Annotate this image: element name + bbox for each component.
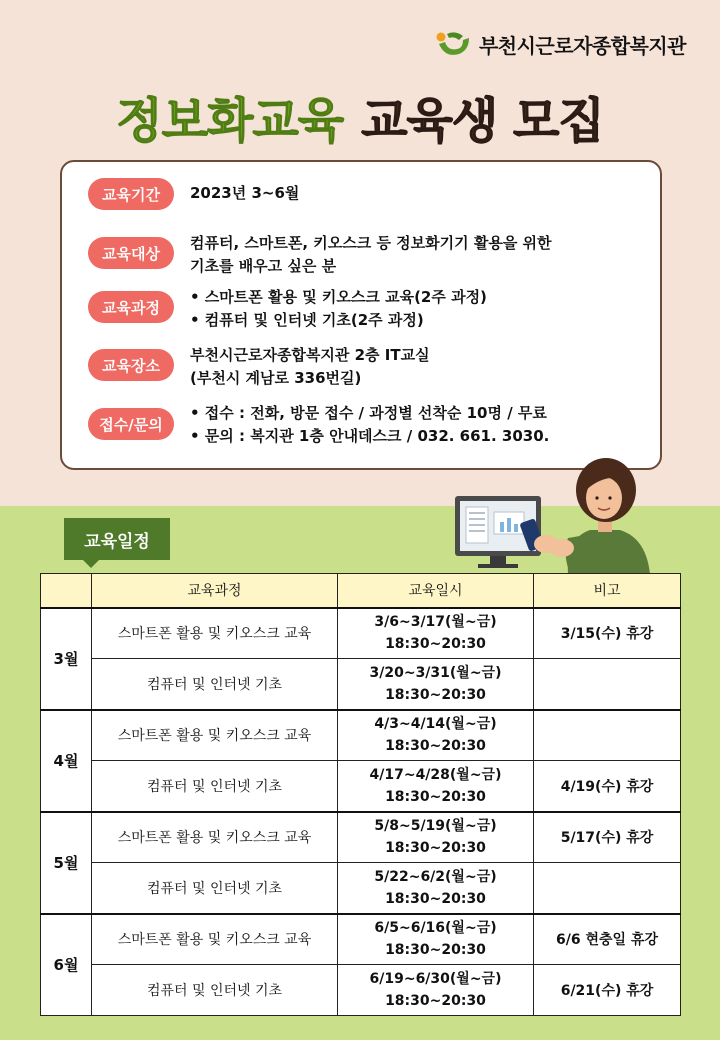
date-cell	[338, 914, 534, 965]
note-cell	[534, 863, 681, 914]
woman-with-phone-illustration	[450, 452, 660, 574]
table-row	[41, 659, 681, 710]
course-cell: 스마트폰 활용 및 키오스크 교육	[92, 812, 338, 863]
title-part-1: 정보화교육	[116, 93, 344, 149]
date-range: 6/19~6/30(월~금)	[369, 971, 502, 987]
note-cell: 6/21(수) 휴강	[534, 965, 681, 1016]
month-cell: 6월	[41, 914, 92, 1016]
note-cell: 4/19(수) 휴강	[534, 761, 681, 812]
place-value	[190, 344, 650, 390]
info-row-course	[88, 286, 650, 332]
page-title	[0, 82, 720, 151]
table-row	[41, 965, 681, 1016]
title-part-2: 교육생 모집	[361, 93, 604, 149]
note-cell: 6/6 현충일 휴강	[534, 914, 681, 965]
time-range: 18:30~20:30	[385, 942, 486, 959]
table-row	[41, 914, 681, 965]
organization-logo-icon	[433, 28, 473, 60]
table-header-row	[41, 574, 681, 608]
date-cell	[338, 863, 534, 914]
table-row	[41, 812, 681, 863]
date-range: 3/20~3/31(월~금)	[369, 664, 502, 681]
note-cell: 3/15(수) 휴강	[534, 608, 681, 659]
target-value	[190, 232, 650, 278]
time-range: 18:30~20:30	[385, 993, 486, 1009]
info-row-place	[88, 344, 650, 390]
note-cell	[534, 710, 681, 761]
course-line-1: • 스마트폰 활용 및 키오스크 교육(2주 과정)	[190, 288, 487, 306]
date-cell	[338, 710, 534, 761]
organization-header	[433, 28, 686, 60]
course-cell: 컴퓨터 및 인터넷 기초	[92, 761, 338, 812]
course-cell: 컴퓨터 및 인터넷 기초	[92, 965, 338, 1016]
date-range: 3/6~3/17(월~금)	[374, 614, 497, 631]
target-label: 교육대상	[88, 237, 174, 269]
month-cell: 4월	[41, 710, 92, 812]
course-cell: 컴퓨터 및 인터넷 기초	[92, 659, 338, 710]
header-date: 교육일시	[338, 574, 534, 608]
month-cell: 3월	[41, 608, 92, 710]
date-cell	[338, 608, 534, 659]
course-cell: 컴퓨터 및 인터넷 기초	[92, 863, 338, 914]
info-row-contact	[88, 402, 650, 448]
table-row	[41, 863, 681, 914]
date-cell	[338, 659, 534, 710]
course-cell: 스마트폰 활용 및 키오스크 교육	[92, 608, 338, 659]
time-range: 18:30~20:30	[385, 890, 486, 907]
course-value	[190, 286, 650, 332]
period-line: 2023년 3~6월	[190, 184, 300, 202]
contact-label: 접수/문의	[88, 408, 174, 440]
target-line-1: 컴퓨터, 스마트폰, 키오스크 등 정보화기기 활용을 위한	[190, 234, 552, 252]
course-label: 교육과정	[88, 291, 174, 323]
time-range: 18:30~20:30	[385, 686, 486, 703]
header-month-blank	[41, 574, 92, 608]
place-line-1: 부천시근로자종합복지관 2층 IT교실	[190, 346, 430, 364]
time-range: 18:30~20:30	[385, 636, 486, 653]
contact-line-1: • 접수 : 전화, 방문 접수 / 과정별 선착순 10명 / 무료	[190, 404, 547, 422]
date-range: 5/22~6/2(월~금)	[374, 868, 497, 885]
period-label: 교육기간	[88, 178, 174, 210]
target-line-2: 기초를 배우고 싶은 분	[190, 257, 337, 275]
note-cell: 5/17(수) 휴강	[534, 812, 681, 863]
info-box	[60, 160, 662, 470]
period-value	[190, 178, 650, 205]
table-row	[41, 761, 681, 812]
date-cell	[338, 761, 534, 812]
info-row-target	[88, 232, 650, 278]
date-range: 4/17~4/28(월~금)	[369, 766, 502, 783]
header-note: 비고	[534, 574, 681, 608]
place-line-2: (부천시 계남로 336번길)	[190, 369, 362, 387]
schedule-tag: 교육일정	[64, 518, 170, 560]
info-row-period	[88, 178, 650, 210]
contact-value	[190, 402, 650, 448]
date-cell	[338, 812, 534, 863]
course-cell: 스마트폰 활용 및 키오스크 교육	[92, 914, 338, 965]
date-range: 5/8~5/19(월~금)	[374, 818, 497, 835]
month-cell: 5월	[41, 812, 92, 914]
organization-name: 부천시근로자종합복지관	[478, 33, 686, 58]
schedule-table	[40, 573, 681, 1016]
contact-line-2: • 문의 : 복지관 1층 안내데스크 / 032. 661. 3030.	[190, 427, 550, 445]
date-cell	[338, 965, 534, 1016]
note-cell	[534, 659, 681, 710]
table-row	[41, 608, 681, 659]
course-line-2: • 컴퓨터 및 인터넷 기초(2주 과정)	[190, 311, 424, 329]
table-row	[41, 710, 681, 761]
course-cell: 스마트폰 활용 및 키오스크 교육	[92, 710, 338, 761]
time-range: 18:30~20:30	[385, 738, 486, 755]
time-range: 18:30~20:30	[385, 840, 486, 857]
date-range: 6/5~6/16(월~금)	[374, 920, 497, 937]
date-range: 4/3~4/14(월~금)	[374, 716, 497, 733]
place-label: 교육장소	[88, 349, 174, 381]
time-range: 18:30~20:30	[385, 788, 486, 805]
header-course: 교육과정	[92, 574, 338, 608]
